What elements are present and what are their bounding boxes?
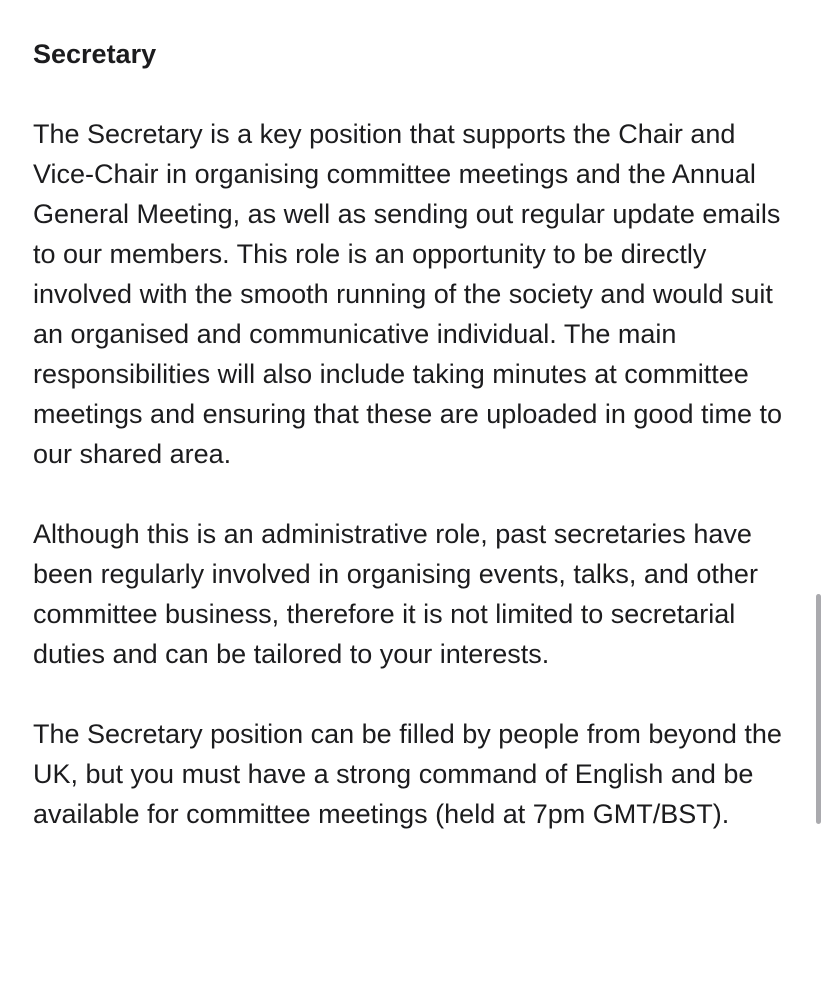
document-body bbox=[33, 34, 803, 834]
section-heading: Secretary bbox=[33, 39, 157, 69]
paragraph-role-description: The Secretary is a key position that supports the Chair and Vice-Chair in organising committee meetings and the Annual General Meeting, as well as sending out regular update emails to our members. This role is an opportunity to be directly involved with the smooth running of the society and would suit an organised and communicative individual. The main responsibilities will also include taking minutes at committee meetings and ensuring that these are uploaded in good time to our shared area. bbox=[33, 119, 783, 469]
vertical-scrollbar[interactable] bbox=[816, 594, 821, 824]
paragraph-eligibility: The Secretary position can be filled by people from beyond the UK, but you must have a strong command of English and be available for committee meetings (held at 7pm GMT/BST). bbox=[33, 719, 782, 829]
paragraph-role-scope: Although this is an administrative role, past secretaries have been regularly involved in organising events, talks, and other committee business, therefore it is not limited to secretarial duties and can be tailored to your interests. bbox=[33, 519, 758, 669]
